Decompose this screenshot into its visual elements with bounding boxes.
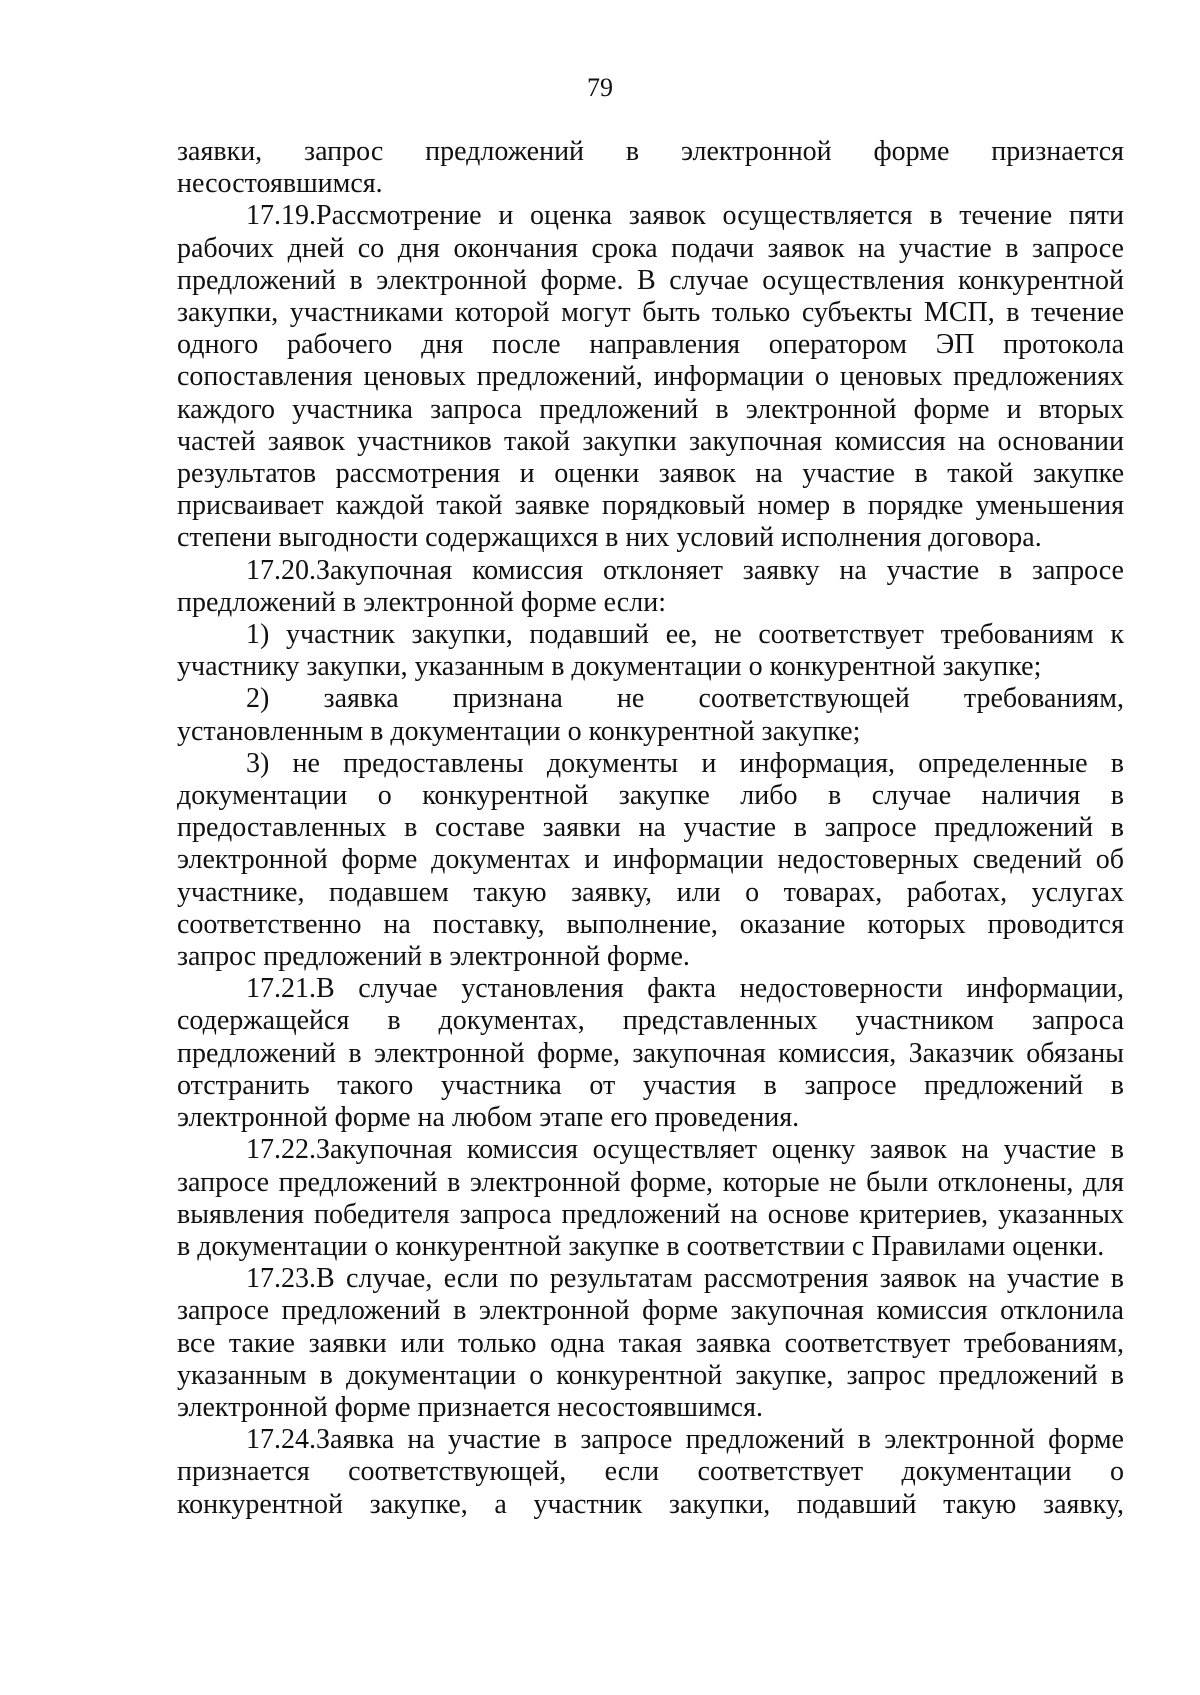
- text-line: 17.24.Заявка на участие в запросе предложений в электронной форме: [246, 1424, 1124, 1456]
- text-line: запросе предложений в электронной форме закупочная комиссия отклонила: [177, 1295, 1124, 1327]
- paragraph: [177, 200, 1124, 554]
- text-line: содержащейся в документах, представленных участником запроса: [177, 1005, 1124, 1037]
- text-line: сопоставления ценовых предложений, информации о ценовых предложениях: [177, 361, 1124, 393]
- text-line: частей заявок участников такой закупки закупочная комиссия на основании: [177, 425, 1124, 457]
- text-line: предоставленных в составе заявки на участие в запросе предложений в: [177, 812, 1124, 844]
- paragraph: [177, 136, 1124, 200]
- text-line: 17.20.Закупочная комиссия отклоняет заявку на участие в запросе: [246, 554, 1124, 586]
- text-line: 17.19.Рассмотрение и оценка заявок осуществляется в течение пяти: [246, 200, 1124, 232]
- text-line: электронной форме на любом этапе его проведения.: [177, 1102, 800, 1134]
- text-line: каждого участника запроса предложений в электронной форме и вторых: [177, 393, 1124, 425]
- text-line: конкурентной закупке, а участник закупки, подавший такую заявку,: [177, 1488, 1124, 1520]
- text-line: запрос предложений в электронной форме.: [177, 941, 690, 973]
- page-number: 79: [587, 73, 613, 102]
- text-line: документации о конкурентной закупке либо в случае наличия в: [177, 780, 1124, 812]
- text-line: участнику закупки, указанным в документации о конкурентной закупке;: [177, 651, 1042, 683]
- text-line: признается соответствующей, если соответствует документации о: [177, 1456, 1124, 1488]
- text-line: присваивает каждой такой заявке порядковый номер в порядке уменьшения: [177, 490, 1124, 522]
- text-line: электронной форме документах и информации недостоверных сведений об: [177, 844, 1124, 876]
- text-line: в документации о конкурентной закупке в соответствии с Правилами оценки.: [177, 1230, 1105, 1262]
- text-line: участнике, подавшем такую заявку, или о товарах, работах, услугах: [177, 876, 1124, 908]
- text-line: предложений в электронной форме если:: [177, 586, 666, 618]
- text-line: соответственно на поставку, выполнение, оказание которых проводится: [177, 908, 1124, 940]
- text-line: 17.23.В случае, если по результатам рассмотрения заявок на участие в: [246, 1263, 1124, 1295]
- text-line: отстранить такого участника от участия в запросе предложений в: [177, 1069, 1124, 1101]
- paragraph: [177, 973, 1124, 1134]
- text-line: одного рабочего дня после направления оператором ЭП протокола: [177, 329, 1124, 361]
- text-line: запросе предложений в электронной форме, которые не были отклонены, для: [177, 1166, 1124, 1198]
- text-line: выявления победителя запроса предложений на основе критериев, указанных: [177, 1198, 1124, 1230]
- paragraph: [177, 1134, 1124, 1263]
- text-line: закупки, участниками которой могут быть только субъекты МСП, в течение: [177, 297, 1124, 329]
- text-line: заявки, запрос предложений в электронной форме признается: [177, 136, 1124, 167]
- paragraph: [177, 619, 1124, 683]
- text-line: предложений в электронной форме, закупочная комиссия, Заказчик обязаны: [177, 1037, 1124, 1069]
- text-line: степени выгодности содержащихся в них условий исполнения договора.: [177, 522, 1042, 554]
- text-line: 17.22.Закупочная комиссия осуществляет оценку заявок на участие в: [246, 1134, 1124, 1166]
- text-line: все такие заявки или только одна такая заявка соответствует требованиям,: [177, 1327, 1124, 1359]
- text-line: 17.21.В случае установления факта недостоверности информации,: [246, 973, 1124, 1005]
- text-line: установленным в документации о конкурентной закупке;: [177, 715, 861, 747]
- paragraph: [177, 1424, 1124, 1521]
- paragraph: [177, 555, 1124, 619]
- text-line: электронной форме признается несостоявшимся.: [177, 1391, 763, 1423]
- paragraph: [177, 748, 1124, 973]
- text-line: 1) участник закупки, подавший ее, не соответствует требованиям к: [246, 619, 1124, 651]
- text-line: предложений в электронной форме. В случае осуществления конкурентной: [177, 264, 1124, 296]
- text-line: 2) заявка признана не соответствующей требованиям,: [246, 683, 1124, 715]
- text-line: результатов рассмотрения и оценки заявок на участие в такой закупке: [177, 458, 1124, 490]
- paragraph: [177, 1263, 1124, 1424]
- text-line: 3) не предоставлены документы и информация, определенные в: [246, 747, 1124, 779]
- document-body: [177, 136, 1124, 1521]
- text-line: несостоявшимся.: [177, 168, 383, 200]
- text-line: указанным в документации о конкурентной закупке, запрос предложений в: [177, 1359, 1124, 1391]
- text-line: рабочих дней со дня окончания срока подачи заявок на участие в запросе: [177, 232, 1124, 264]
- paragraph: [177, 683, 1124, 747]
